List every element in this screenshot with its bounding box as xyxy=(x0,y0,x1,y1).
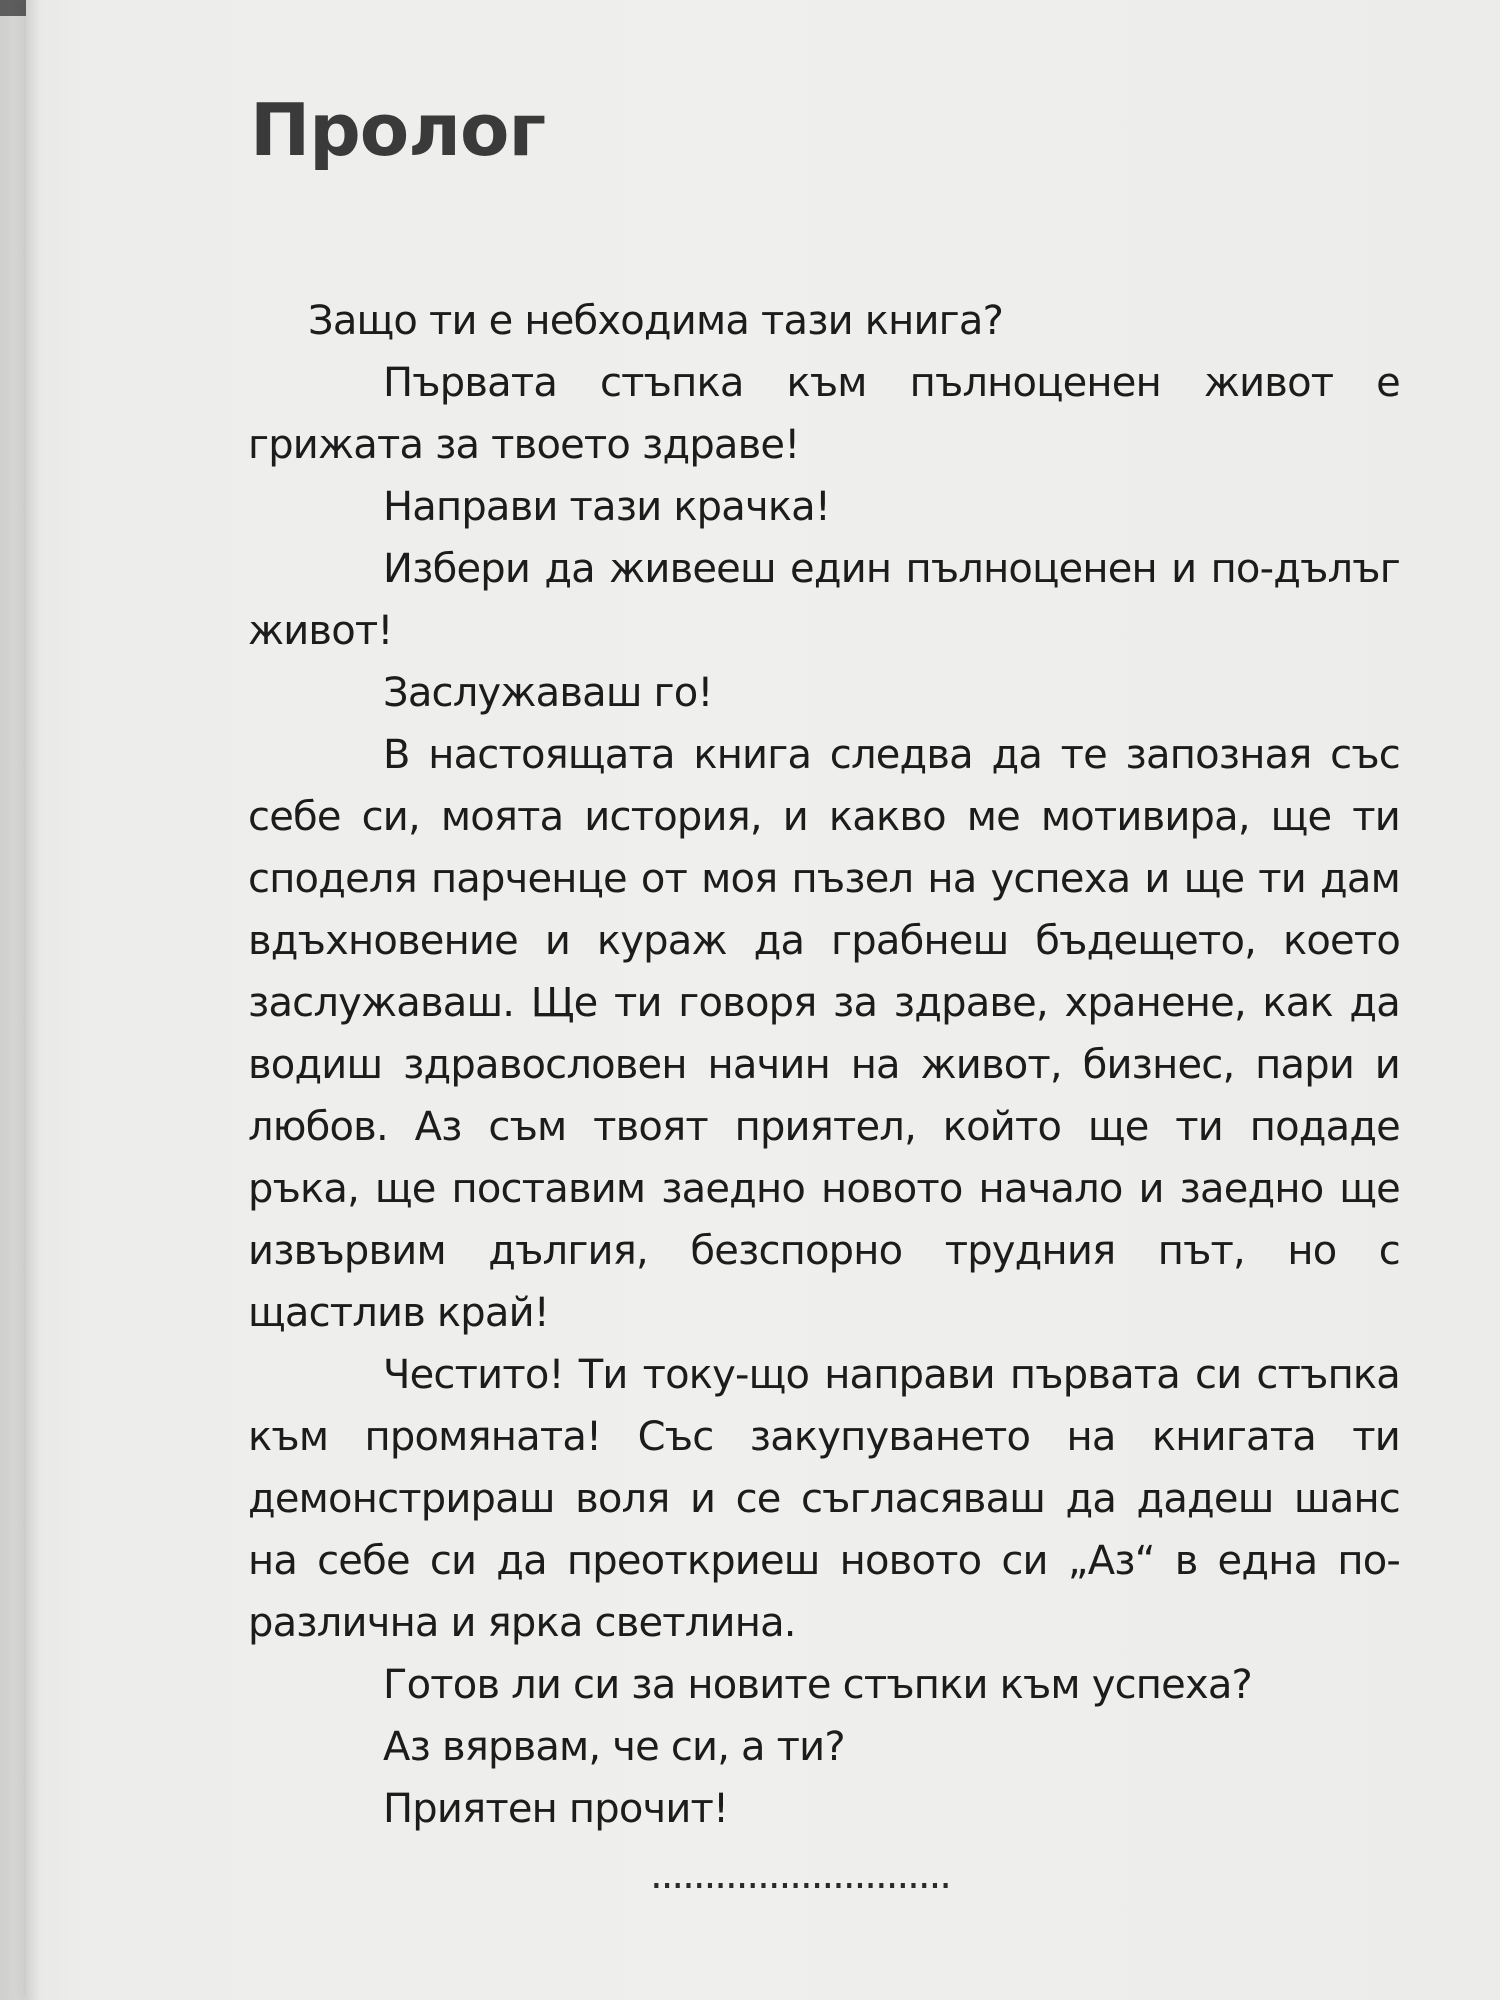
paragraph-take-step: Направи тази крачка! xyxy=(383,484,831,530)
paragraph-deserve: Заслужаваш го! xyxy=(383,670,713,716)
prologue-body xyxy=(248,290,1400,1840)
closing-dots: ............................ xyxy=(650,1852,951,1898)
paragraph-enjoy: Приятен прочит! xyxy=(383,1786,729,1832)
paragraph-choose: Избери да живееш един пълноценен и по-дълъг живот! xyxy=(248,546,1400,654)
paragraph-congrats: Честито! Ти току-що направи първата си стъпка към промяната! Със закупуването на книгата ти демонстрираш воля и се съгласяваш да дадеш шанс на себе си да преоткриеш новото си „Аз“ в една по-различна и ярка светлина. xyxy=(248,1352,1400,1646)
paragraph-book-intro: В настоящата книга следва да те запозная със себе си, моята история, и какво ме мотивира, ще ти споделя парченце от моя пъзел на успеха и ще ти дам вдъхновение и кураж да грабнеш бъдещето, което заслужаваш. Ще ти говоря за здраве, хранене, как да водиш здравословен начин на живот, бизнес, пари и любов. Аз съм твоят приятел, който ще ти подаде ръка, ще поставим заедно новото начало и заедно ще извървим дългия, безспорно трудния път, но с щастлив край! xyxy=(248,732,1400,1336)
paragraph-first-step: Първата стъпка към пълноценен живот е грижата за твоето здраве! xyxy=(248,360,1400,468)
paragraph-ready: Готов ли си за новите стъпки към успеха? xyxy=(383,1662,1252,1708)
paragraph-question: Защо ти е небходима тази книга? xyxy=(308,298,1004,344)
page-title: Пролог xyxy=(250,88,546,172)
paragraph-believe: Аз вярвам, че си, а ти? xyxy=(383,1724,845,1770)
book-spine xyxy=(0,0,26,2000)
